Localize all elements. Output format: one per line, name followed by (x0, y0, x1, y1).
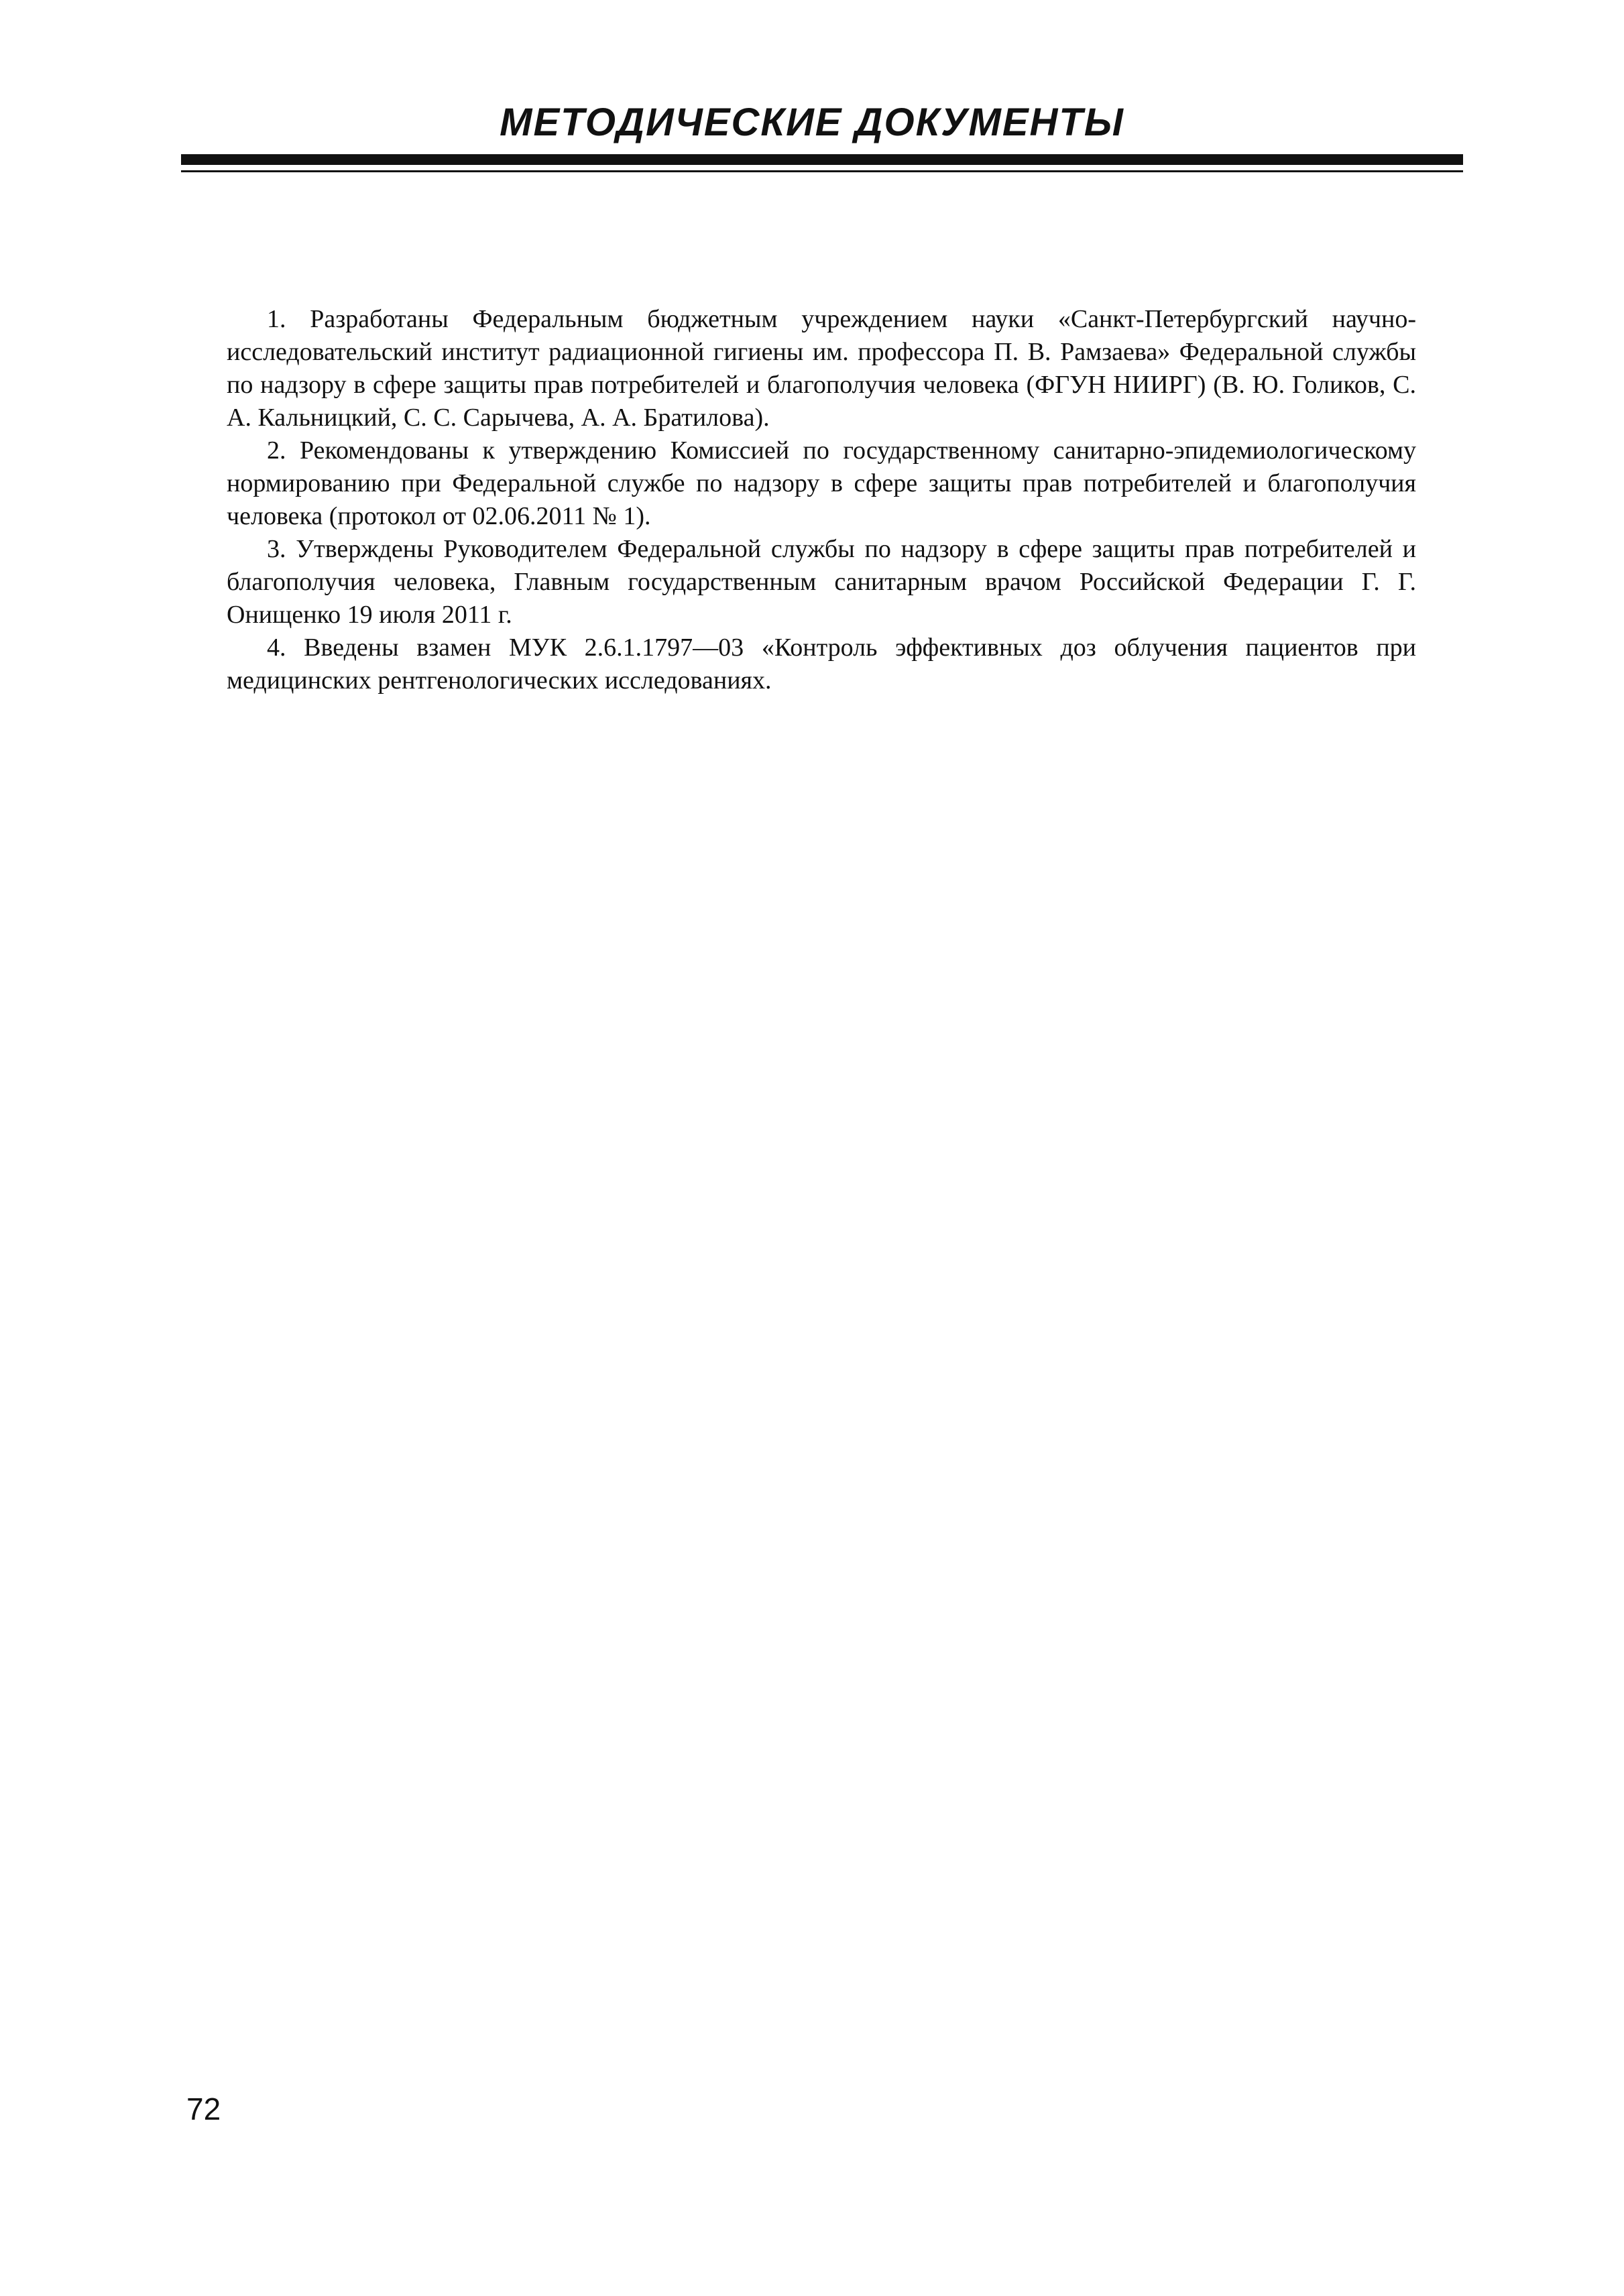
paragraph-recommended: 2. Рекомендованы к утверждению Комиссией по государственному санитарно-эпидемиологическому нормированию при Федеральной службе по надзору в сфере защиты прав потребителей и благополучия человека (протокол от 02.06.2011 № 1). (227, 436, 1416, 530)
paragraph-developers: 1. Разработаны Федеральным бюджетным учреждением науки «Санкт-Петербургский научно-исследовательский институт радиационной гигиены им. профессора П. В. Рамзаева» Федеральной службы по надзору в сфере защиты прав потребителей и благополучия человека (ФГУН НИИРГ) (В. Ю. Голиков, С. А. Кальницкий, С. С. Сарычева, А. А. Братилова). (227, 305, 1416, 432)
running-header-title: МЕТОДИЧЕСКИЕ ДОКУМЕНТЫ (500, 101, 1124, 144)
document-body (227, 303, 1416, 697)
paragraph-replaces: 4. Введены взамен МУК 2.6.1.1797—03 «Контроль эффективных доз облучения пациентов при медицинских рентгенологических исследованиях. (227, 633, 1416, 694)
header-rule-thin (181, 170, 1463, 172)
paragraph-approved: 3. Утверждены Руководителем Федеральной службы по надзору в сфере защиты прав потребителей и благополучия человека, Главным государственным санитарным врачом Российской Федерации Г. Г. Онищенко 19 июля 2011 г. (227, 535, 1416, 629)
header-rule-thick (181, 154, 1463, 165)
page-number: 72 (186, 2092, 221, 2126)
